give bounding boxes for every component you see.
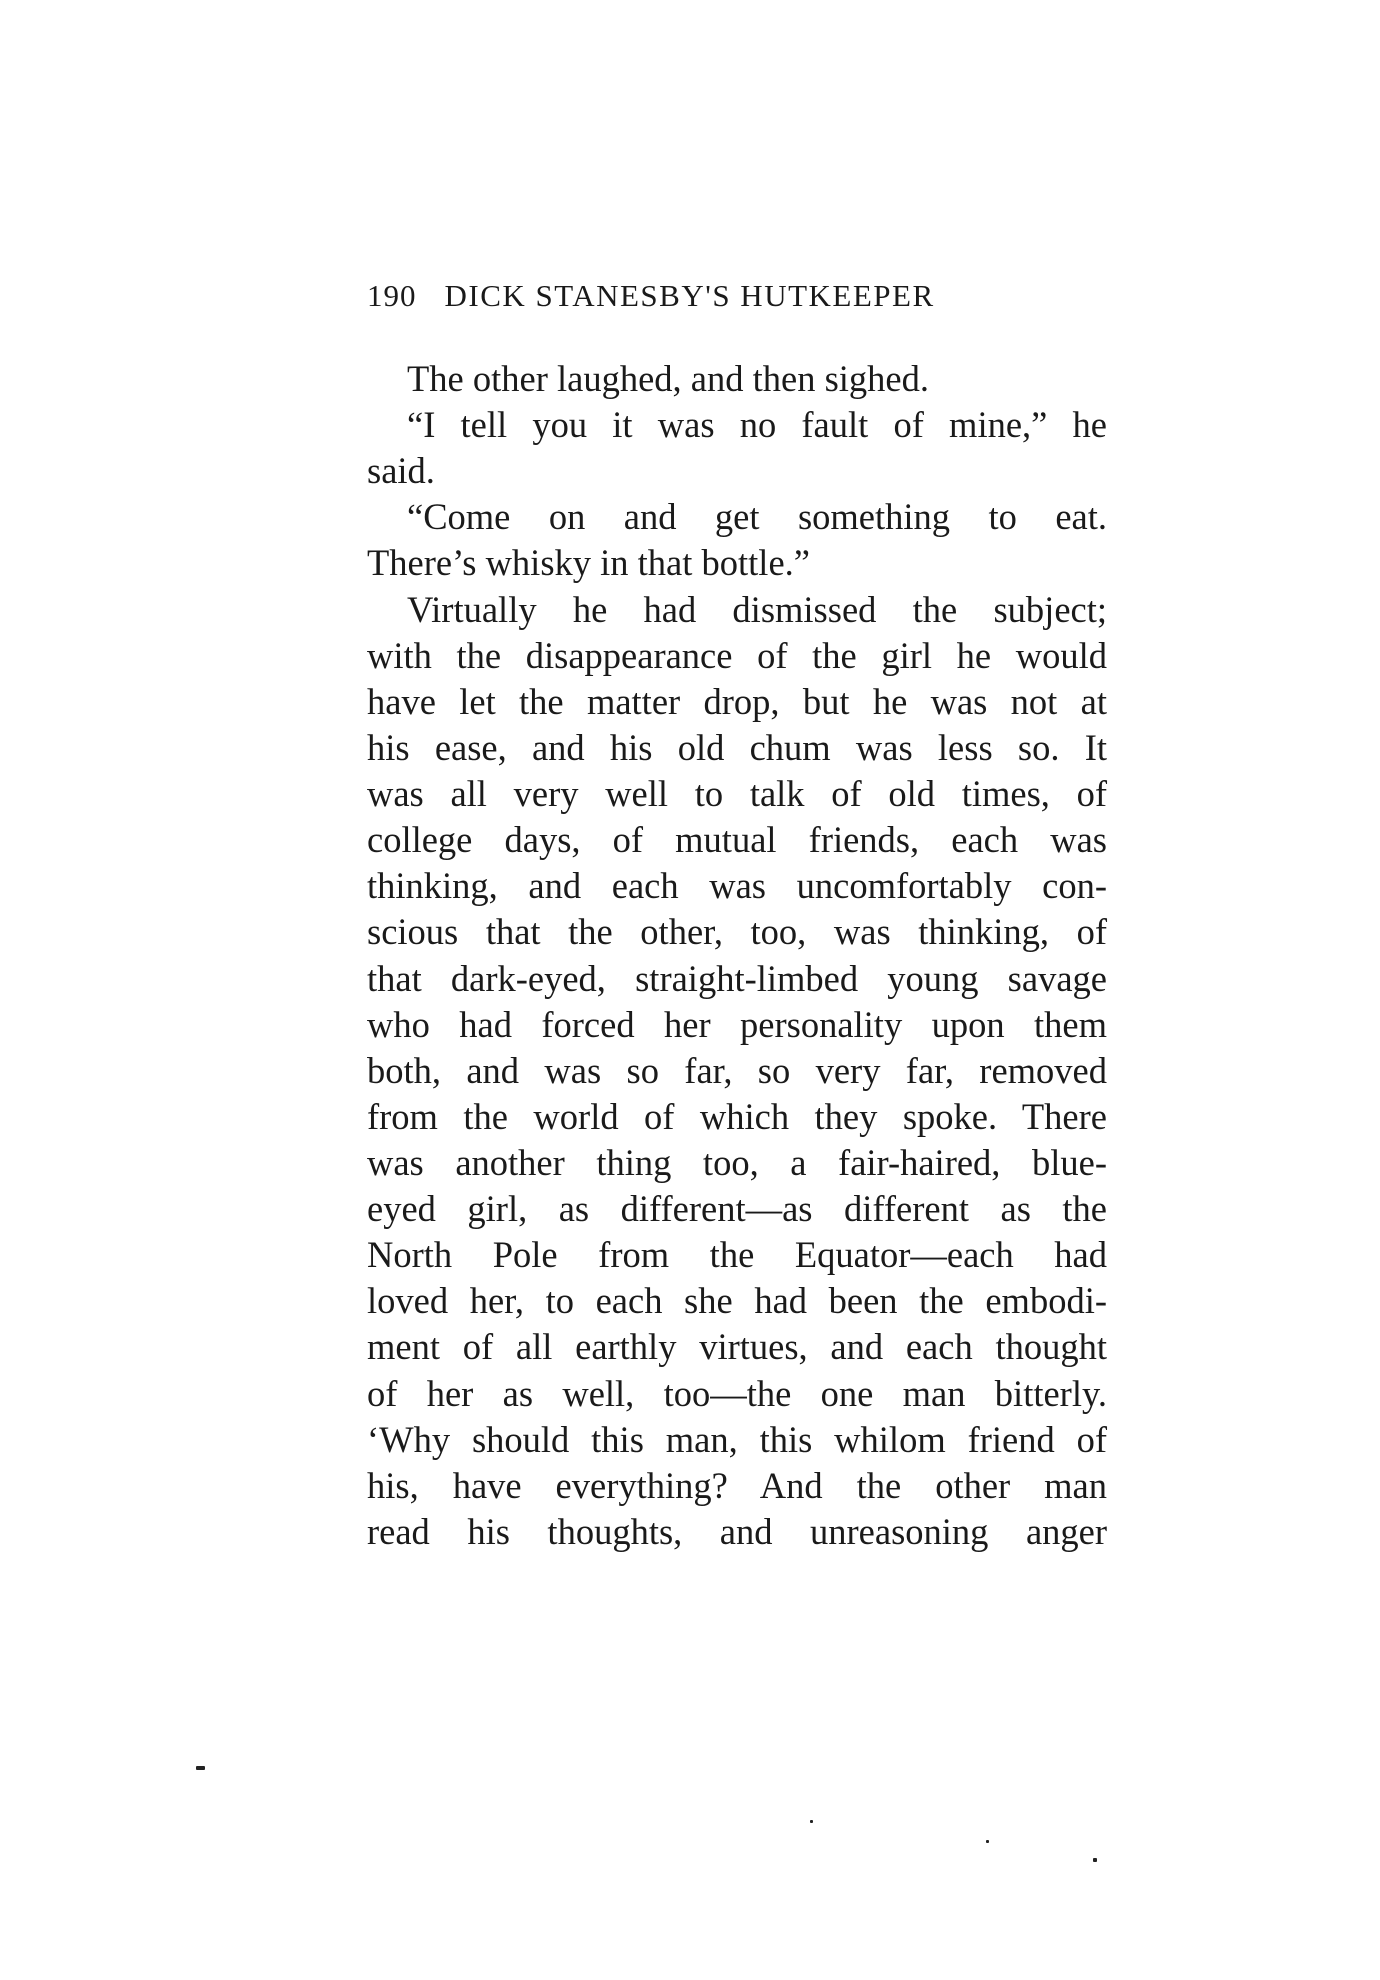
running-title: DICK STANESBY'S HUTKEEPER (444, 278, 935, 313)
text-line: The other laughed, and then sighed. (407, 358, 929, 399)
text-line: college days, of mutual friends, each was (367, 819, 1107, 860)
text-line: his ease, and his old chum was less so. It (367, 727, 1107, 768)
text-line: read his thoughts, and unreasoning anger (367, 1511, 1107, 1552)
text-line: of her as well, too—the one man bitterly. (367, 1373, 1107, 1414)
text-line: thinking, and each was uncomfortably con- (367, 865, 1107, 906)
text-line: from the world of which they spoke. There (367, 1096, 1107, 1137)
text-line: with the disappearance of the girl he would (367, 635, 1107, 676)
text-line: that dark-eyed, straight-limbed young savage (367, 958, 1107, 999)
text-line: Virtually he had dismissed the subject; (407, 589, 1107, 630)
text-line: ment of all earthly virtues, and each thought (367, 1326, 1107, 1367)
scan-speck (810, 1820, 813, 1823)
text-line: There’s whisky in that bottle.” (367, 542, 810, 583)
text-line: “Come on and get something to eat. (407, 496, 1107, 537)
text-line: North Pole from the Equator—each had (367, 1234, 1107, 1275)
text-line: was another thing too, a fair-haired, blue- (367, 1142, 1107, 1183)
text-line: his, have everything? And the other man (367, 1465, 1107, 1506)
text-line: said. (367, 450, 435, 491)
text-line: both, and was so far, so very far, removed (367, 1050, 1107, 1091)
page-number: 190 (367, 278, 417, 313)
running-head (367, 278, 1127, 314)
text-line: who had forced her personality upon them (367, 1004, 1107, 1045)
scan-speck (986, 1840, 989, 1843)
scan-speck (1093, 1858, 1097, 1862)
text-line: was all very well to talk of old times, of (367, 773, 1107, 814)
text-line: ‘Why should this man, this whilom friend of (367, 1419, 1107, 1460)
scan-speck (196, 1766, 205, 1770)
text-line: loved her, to each she had been the embodi- (367, 1280, 1107, 1321)
text-line: eyed girl, as different—as different as the (367, 1188, 1107, 1229)
text-line: have let the matter drop, but he was not at (367, 681, 1107, 722)
text-line: “I tell you it was no fault of mine,” he (407, 404, 1107, 445)
text-line: scious that the other, too, was thinking, of (367, 911, 1107, 952)
